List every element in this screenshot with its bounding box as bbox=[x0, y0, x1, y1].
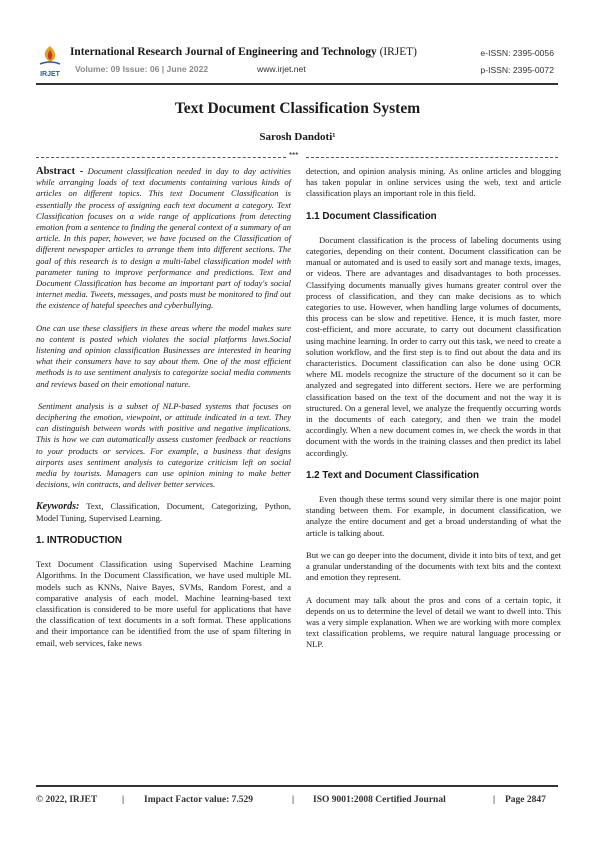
author-name: Sarosh Dandoti¹ bbox=[259, 131, 336, 143]
keywords: Keywords: Text, Classification, Document, Categorizing, Python, Model Tuning, Supervised Learning. bbox=[36, 501, 292, 523]
journal-title: International Research Journal of Engineering and Technology (IRJET) bbox=[70, 46, 417, 58]
keywords-label: Keywords: bbox=[36, 501, 80, 513]
heading-1-2: 1.2 Text and Document Classification bbox=[306, 469, 479, 481]
paragraph-1-1: Document classification is the process of labeling documents using categories, depending on their content. Document classification can be manual or automated and is used to easily sort and manage texts, images, or videos. There are advantages and disadvantages to both processes. Classifying documents manually gives humans greater control over the process of classification, and they can make decisions as to which categories to use. However, when handling large volumes of documents, this process can be slow and repetitive. Hence, it is much faster, more cost-efficient, and more accurate, to carry out document classification using machine learning. In order to carry out this task, we need to create a solution workflow, and the first step is to find out about the data and its characteristics. Document classification can also be done using OCR where ML models recognize the structure of the document so it can be analyzed and segregated into different sectors. Here we are performing classification based on the text of the document and not the way it is structured. On a general level, we analyze the frequently occurring words in the documents of each category, and then we train the model accordingly. When a new document comes in, we check the words in that document with the words in the training classes and then predict its label accordingly. bbox=[306, 234, 561, 458]
paragraph-1-2b: But we can go deeper into the document, divide it into bits of text, and get a granular understanding of the documents with text bits and the context and emotion they represent. bbox=[306, 549, 561, 583]
svg-text:IRJET: IRJET bbox=[40, 71, 60, 78]
journal-website: www.irjet.net bbox=[257, 64, 306, 74]
header-rule bbox=[36, 83, 558, 85]
irjet-logo bbox=[36, 44, 64, 80]
paragraph-1-2c: A document may talk about the pros and cons of a certain topic, it depends on us to determine the level of detail we want to dwell into. This was a very simple explanation. When we are working with more complex text classification problems, we require natural language processing or NLP. bbox=[306, 594, 561, 650]
paper-title: Text Document Classification System bbox=[174, 100, 421, 117]
continued-paragraph: detection, and opinion analysis mining. As online articles and blogging has taken popular in online services using the web, text and article classification plays an important role in this field. bbox=[306, 166, 561, 199]
right-column bbox=[306, 166, 561, 662]
abstract-paragraph: Abstract - Document classification needed in day to day activities while arranging loads of text documents containing various kinds of articles on different topics. This text Document Classification is essentially the process of assigning each text document a category. Text Classification focuses on a wide range of applications from detecting emotion from a sentence to finding the general context of a summary of an article. In this paper, however, we have focused on the Classification of different newspaper articles to arrange them into different sections. The goal of this research is to design a multi-label classification model with parameter tuning to improve performance and predictions. Text and Document Classification has become an important part of today's social internet media. Tweets, messages, and posts must be monitored to find out the existence of hateful speeches and cyberbullying. bbox=[36, 166, 291, 311]
footer-page-number: Page 2847 bbox=[505, 795, 546, 805]
p-issn: p-ISSN: 2395-0072 bbox=[480, 65, 554, 75]
footer-separator: | bbox=[122, 795, 125, 805]
footer-iso: ISO 9001:2008 Certified Journal bbox=[313, 795, 446, 805]
divider-marker: *** bbox=[289, 151, 299, 160]
footer-impact-factor: Impact Factor value: 7.529 bbox=[144, 795, 254, 805]
intro-paragraph: Text Document Classification using Supervised Machine Learning Algorithms. In the Document Classification, we have used multiple ML models such as KNNs, Naive Bayes, SVMs, Random Forest, and a comparative analysis of each model. Machine learning-based text classification is considered to be more useful for applications that have the classification of text documents in a soft format. These applications and their importance can be identified from the use of spam filtering in email, web services, fake news bbox=[36, 559, 291, 648]
footer-separator: | bbox=[292, 795, 295, 805]
abstract-paragraph-3: Sentiment analysis is a subset of NLP-based systems that focuses on deciphering the emotion, viewpoint, or attitude indicated in a text. They can distinguish between words with positive and negative implications. This is how we can automatically assess customer feedback or reactions to your products or services. For example, a business that designs airports uses sentiment analysis to categorize criticism left on social media by tourists. Managers can use opinion mining to make better decisions, win contracts, and deliver better services. bbox=[36, 400, 291, 490]
footer-separator: | bbox=[493, 795, 496, 805]
journal-header bbox=[36, 44, 558, 82]
footer-rule bbox=[36, 785, 558, 787]
heading-1-1: 1.1 Document Classification bbox=[306, 210, 437, 222]
intro-heading: 1. INTRODUCTION bbox=[36, 534, 122, 546]
abstract-paragraph-2: One can use these classifiers in these areas where the model makes sure no content is posted which violates the social platforms laws.Social listening and opinion classification Businesses are interested in hearing what their consumers have to say about them. One of the most efficient methods is to use sentiment analysis to categorize social media comments and reviews based on their emotional nature. bbox=[36, 322, 291, 389]
section-divider bbox=[36, 153, 558, 161]
paragraph-1-2a: Even though these terms sound very similar there is one major point standing between them. For example, in document classification, we analyze the entire document and get a broad understanding of what the article is talking about. bbox=[306, 494, 561, 538]
footer-copyright: © 2022, IRJET bbox=[36, 795, 98, 805]
abstract-label: Abstract - bbox=[36, 166, 84, 177]
volume-info: Volume: 09 Issue: 06 | June 2022 bbox=[75, 64, 209, 74]
left-column bbox=[36, 166, 291, 660]
e-issn: e-ISSN: 2395-0056 bbox=[480, 48, 554, 58]
